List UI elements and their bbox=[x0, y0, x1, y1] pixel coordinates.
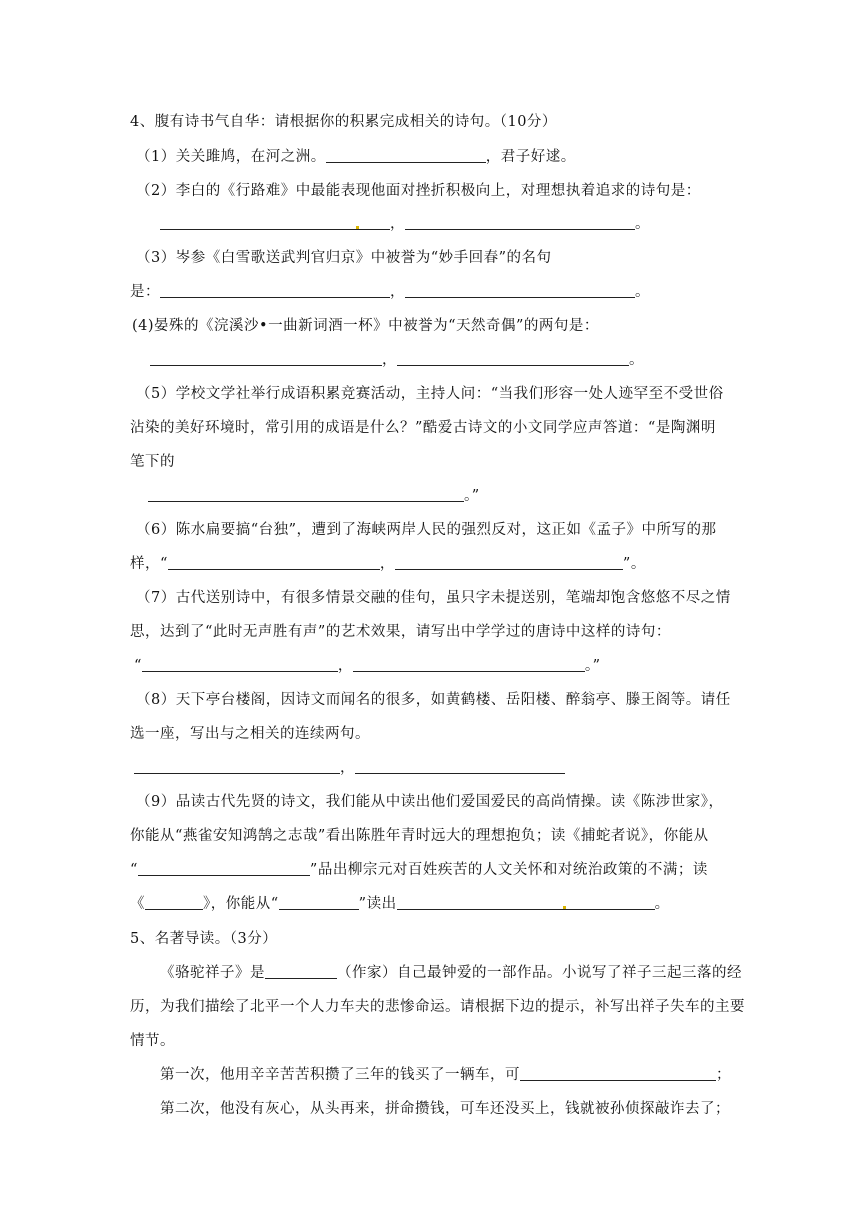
q4-item-8-line2: 选一座，写出与之相关的连续两句。 bbox=[130, 726, 370, 742]
answer-blank[interactable] bbox=[148, 487, 464, 502]
q4-item-3-answer: 是： ， 。 bbox=[130, 284, 650, 300]
answer-blank[interactable] bbox=[353, 657, 585, 672]
answer-blank[interactable] bbox=[265, 964, 337, 979]
q4-item-1-tail: ，君子好逑。 bbox=[485, 149, 576, 165]
q5-item-2: 第二次，他没有灰心，从头再来，拼命攒钱，可车还没买上，钱就被孙侦探敲诈去了； bbox=[160, 1101, 730, 1117]
answer-blank[interactable] bbox=[395, 555, 623, 570]
q4-item-1 bbox=[136, 147, 576, 167]
q4-item-9-line2: 你能从“燕雀安知鸿鹄之志哉”看出陈胜年青时远大的理想抱负；读《捕蛇者说》，你能从 bbox=[130, 828, 709, 844]
q4-item-5-line2: 沾染的美好环境时，常引用的成语是什么？”酷爱古诗文的小文同学应声答道：“是陶渊明 bbox=[130, 420, 716, 436]
marker-dot bbox=[356, 226, 359, 229]
q5-heading: 5、名著导读。（3分） bbox=[130, 931, 278, 947]
q4-item-5-line3: 笔下的 bbox=[130, 454, 175, 470]
q4-item-5-line1: （5）学校文学社举行成语积累竞赛活动，主持人问：“当我们形容一处人迹罕至不受世俗 bbox=[136, 386, 724, 402]
answer-blank[interactable] bbox=[145, 895, 203, 910]
marker-dot bbox=[563, 906, 566, 909]
answer-blank[interactable] bbox=[160, 215, 390, 230]
answer-blank[interactable] bbox=[138, 861, 310, 876]
answer-blank[interactable] bbox=[405, 283, 635, 298]
q5-para-line1: 《骆驼祥子》是 （作家）自己最钟爱的一部作品。小说写了祥子三起三落的经 bbox=[160, 965, 742, 981]
q5-item-1: 第一次，他用辛辛苦苦积攒了三年的钱买了一辆车，可 ； bbox=[160, 1067, 731, 1083]
answer-blank[interactable] bbox=[279, 895, 359, 910]
answer-blank[interactable] bbox=[405, 215, 635, 230]
q4-item-5-answer: 。” bbox=[148, 486, 480, 506]
answer-blank[interactable] bbox=[520, 1066, 716, 1081]
q4-item-6-line1: （6）陈水扁要搞“台独”，遭到了海峡两岸人民的强烈反对，这正如《孟子》中所写的那 bbox=[136, 522, 717, 538]
q4-item-8-answer: ， bbox=[134, 758, 565, 778]
q4-item-2: （2）李白的《行路难》中最能表现他面对挫折积极向上，对理想执着追求的诗句是： bbox=[136, 183, 701, 199]
q4-item-9-line4: 《 》，你能从“ ”读出 。 bbox=[130, 896, 670, 912]
q4-item-4-answer: ， 。 bbox=[150, 350, 644, 370]
q4-item-7-line1: （7）古代送别诗中，有很多情景交融的佳句，虽只字未提送别，笔端却饱含悠悠不尽之情 bbox=[136, 590, 731, 606]
q4-item-3: （3）岑参《白雪歌送武判官归京》中被誉为“妙手回春”的名句 bbox=[136, 250, 552, 266]
answer-blank[interactable] bbox=[326, 148, 486, 163]
q5-para-line3: 情节。 bbox=[130, 1033, 175, 1049]
q5-para-line2: 历，为我们描绘了北平一个人力车夫的悲惨命运。请根据下边的提示，补写出祥子失车的主要 bbox=[130, 999, 745, 1015]
answer-blank[interactable] bbox=[160, 283, 390, 298]
answer-blank[interactable] bbox=[134, 759, 340, 774]
answer-blank[interactable] bbox=[397, 895, 655, 910]
q4-item-1-text: （1）关关雎鸠，在河之洲。 bbox=[136, 149, 326, 165]
q4-item-4: (4)晏殊的《浣溪沙•一曲新词酒一杯》中被誉为“天然奇偶”的两句是： bbox=[132, 318, 599, 334]
answer-blank[interactable] bbox=[397, 351, 629, 366]
answer-blank[interactable] bbox=[355, 759, 565, 774]
q4-item-9-line1: （9）品读古代先贤的诗文，我们能从中读出他们爱国爱民的高尚情操。读《陈涉世家》， bbox=[136, 794, 724, 810]
q4-heading: 4、腹有诗书气自华：请根据你的积累完成相关的诗句。（10分） bbox=[130, 114, 557, 130]
q4-item-8-line1: （8）天下亭台楼阁，因诗文而闻名的很多，如黄鹤楼、岳阳楼、醉翁亭、滕王阁等。请任 bbox=[136, 692, 731, 708]
q4-item-7-line2: 思，达到了“此时无声胜有声”的艺术效果，请写出中学学过的唐诗中这样的诗句： bbox=[130, 624, 671, 640]
answer-blank[interactable] bbox=[168, 555, 380, 570]
q4-item-9-line3: “ ”品出柳宗元对百姓疾苦的人文关怀和对统治政策的不满；读 bbox=[130, 862, 708, 878]
answer-blank[interactable] bbox=[150, 351, 382, 366]
q4-item-2-answer: ， 。 bbox=[160, 214, 650, 234]
q4-item-6-line2: 样，“ ， ”。 bbox=[130, 556, 646, 572]
q4-item-7-answer: “ ， 。” bbox=[134, 658, 601, 674]
answer-blank[interactable] bbox=[142, 657, 338, 672]
